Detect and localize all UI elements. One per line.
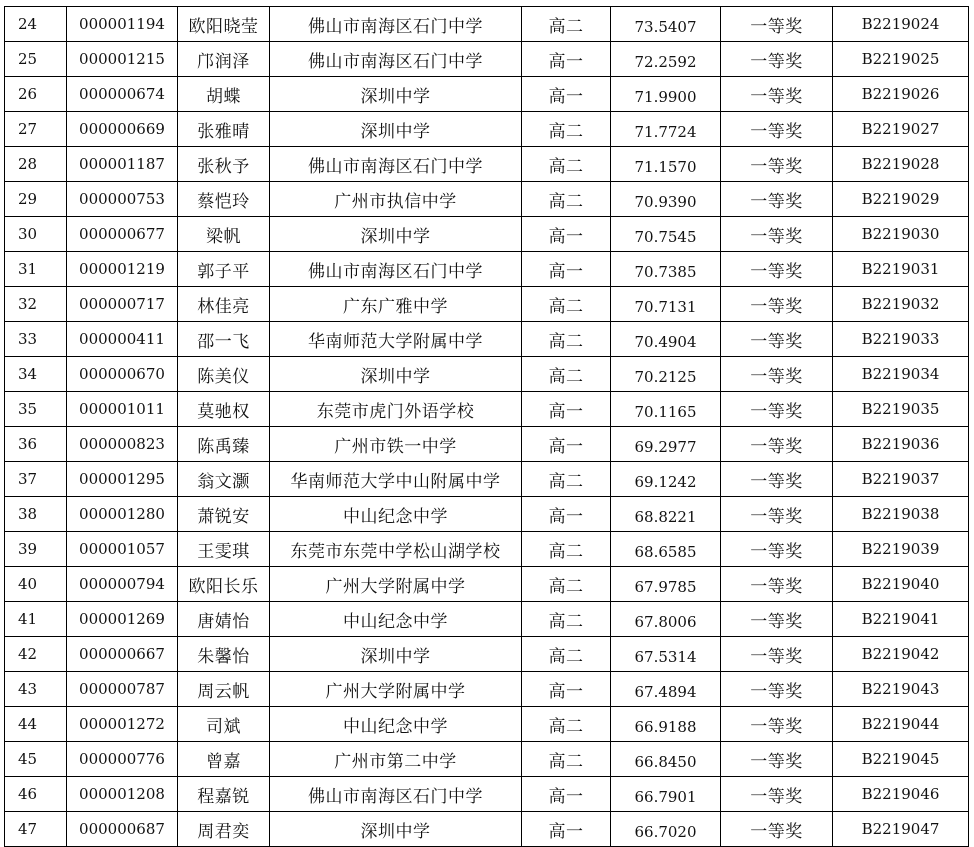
award-cell: 一等奖 bbox=[721, 7, 833, 42]
candidate-id-cell: 000000753 bbox=[67, 182, 178, 217]
candidate-id-cell: 000000687 bbox=[67, 812, 178, 847]
score-cell: 70.1165 bbox=[611, 392, 721, 427]
table-row bbox=[5, 252, 969, 287]
grade-cell: 高二 bbox=[522, 147, 611, 182]
student-name-cell: 曾嘉 bbox=[178, 742, 270, 777]
award-cell: 一等奖 bbox=[721, 462, 833, 497]
score-cell: 67.4894 bbox=[611, 672, 721, 707]
school-cell: 佛山市南海区石门中学 bbox=[270, 252, 522, 287]
candidate-id-cell: 000000667 bbox=[67, 637, 178, 672]
score-cell: 72.2592 bbox=[611, 42, 721, 77]
score-cell: 69.2977 bbox=[611, 427, 721, 462]
award-cell: 一等奖 bbox=[721, 322, 833, 357]
certificate-id-cell: B2219038 bbox=[833, 497, 969, 532]
score-cell: 66.7020 bbox=[611, 812, 721, 847]
certificate-id-cell: B2219032 bbox=[833, 287, 969, 322]
grade-cell: 高二 bbox=[522, 287, 611, 322]
school-cell: 广州市铁一中学 bbox=[270, 427, 522, 462]
candidate-id-cell: 000001219 bbox=[67, 252, 178, 287]
candidate-id-cell: 000000674 bbox=[67, 77, 178, 112]
table-row bbox=[5, 742, 969, 777]
table-row bbox=[5, 427, 969, 462]
table-row bbox=[5, 777, 969, 812]
candidate-id-cell: 000000677 bbox=[67, 217, 178, 252]
score-cell: 73.5407 bbox=[611, 7, 721, 42]
row-index-cell: 34 bbox=[5, 357, 67, 392]
candidate-id-cell: 000000776 bbox=[67, 742, 178, 777]
award-cell: 一等奖 bbox=[721, 672, 833, 707]
certificate-id-cell: B2219026 bbox=[833, 77, 969, 112]
certificate-id-cell: B2219036 bbox=[833, 427, 969, 462]
score-cell: 70.7131 bbox=[611, 287, 721, 322]
student-name-cell: 胡蝶 bbox=[178, 77, 270, 112]
score-cell: 66.8450 bbox=[611, 742, 721, 777]
award-cell: 一等奖 bbox=[721, 532, 833, 567]
table-row bbox=[5, 602, 969, 637]
row-index-cell: 41 bbox=[5, 602, 67, 637]
award-cell: 一等奖 bbox=[721, 777, 833, 812]
candidate-id-cell: 000000794 bbox=[67, 567, 178, 602]
grade-cell: 高一 bbox=[522, 392, 611, 427]
table-row bbox=[5, 77, 969, 112]
certificate-id-cell: B2219027 bbox=[833, 112, 969, 147]
score-cell: 70.7545 bbox=[611, 217, 721, 252]
school-cell: 华南师范大学附属中学 bbox=[270, 322, 522, 357]
award-cell: 一等奖 bbox=[721, 287, 833, 322]
row-index-cell: 46 bbox=[5, 777, 67, 812]
school-cell: 广州市执信中学 bbox=[270, 182, 522, 217]
award-cell: 一等奖 bbox=[721, 567, 833, 602]
certificate-id-cell: B2219042 bbox=[833, 637, 969, 672]
student-name-cell: 司斌 bbox=[178, 707, 270, 742]
candidate-id-cell: 000001011 bbox=[67, 392, 178, 427]
table-row bbox=[5, 7, 969, 42]
award-cell: 一等奖 bbox=[721, 392, 833, 427]
row-index-cell: 27 bbox=[5, 112, 67, 147]
award-cell: 一等奖 bbox=[721, 812, 833, 847]
school-cell: 东莞市虎门外语学校 bbox=[270, 392, 522, 427]
award-cell: 一等奖 bbox=[721, 42, 833, 77]
student-name-cell: 唐婧怡 bbox=[178, 602, 270, 637]
school-cell: 广州大学附属中学 bbox=[270, 672, 522, 707]
row-index-cell: 42 bbox=[5, 637, 67, 672]
award-table-body bbox=[5, 7, 969, 847]
candidate-id-cell: 000000823 bbox=[67, 427, 178, 462]
table-row bbox=[5, 812, 969, 847]
table-row bbox=[5, 322, 969, 357]
grade-cell: 高一 bbox=[522, 672, 611, 707]
score-cell: 70.2125 bbox=[611, 357, 721, 392]
student-name-cell: 欧阳长乐 bbox=[178, 567, 270, 602]
certificate-id-cell: B2219044 bbox=[833, 707, 969, 742]
grade-cell: 高一 bbox=[522, 77, 611, 112]
row-index-cell: 47 bbox=[5, 812, 67, 847]
student-name-cell: 周云帆 bbox=[178, 672, 270, 707]
certificate-id-cell: B2219034 bbox=[833, 357, 969, 392]
table-row bbox=[5, 672, 969, 707]
award-cell: 一等奖 bbox=[721, 707, 833, 742]
award-cell: 一等奖 bbox=[721, 742, 833, 777]
grade-cell: 高一 bbox=[522, 42, 611, 77]
student-name-cell: 邵一飞 bbox=[178, 322, 270, 357]
candidate-id-cell: 000001194 bbox=[67, 7, 178, 42]
table-row bbox=[5, 112, 969, 147]
certificate-id-cell: B2219029 bbox=[833, 182, 969, 217]
row-index-cell: 35 bbox=[5, 392, 67, 427]
candidate-id-cell: 000001208 bbox=[67, 777, 178, 812]
row-index-cell: 24 bbox=[5, 7, 67, 42]
student-name-cell: 张雅晴 bbox=[178, 112, 270, 147]
grade-cell: 高二 bbox=[522, 742, 611, 777]
award-table bbox=[4, 6, 969, 847]
table-row bbox=[5, 182, 969, 217]
candidate-id-cell: 000001215 bbox=[67, 42, 178, 77]
award-cell: 一等奖 bbox=[721, 182, 833, 217]
student-name-cell: 萧锐安 bbox=[178, 497, 270, 532]
candidate-id-cell: 000001272 bbox=[67, 707, 178, 742]
score-cell: 66.9188 bbox=[611, 707, 721, 742]
certificate-id-cell: B2219047 bbox=[833, 812, 969, 847]
certificate-id-cell: B2219030 bbox=[833, 217, 969, 252]
student-name-cell: 王雯琪 bbox=[178, 532, 270, 567]
school-cell: 佛山市南海区石门中学 bbox=[270, 42, 522, 77]
school-cell: 广州市第二中学 bbox=[270, 742, 522, 777]
grade-cell: 高二 bbox=[522, 567, 611, 602]
grade-cell: 高二 bbox=[522, 7, 611, 42]
grade-cell: 高一 bbox=[522, 252, 611, 287]
table-row bbox=[5, 497, 969, 532]
student-name-cell: 朱馨怡 bbox=[178, 637, 270, 672]
certificate-id-cell: B2219028 bbox=[833, 147, 969, 182]
table-row bbox=[5, 462, 969, 497]
certificate-id-cell: B2219046 bbox=[833, 777, 969, 812]
award-cell: 一等奖 bbox=[721, 77, 833, 112]
student-name-cell: 欧阳晓莹 bbox=[178, 7, 270, 42]
grade-cell: 高二 bbox=[522, 182, 611, 217]
grade-cell: 高二 bbox=[522, 112, 611, 147]
certificate-id-cell: B2219031 bbox=[833, 252, 969, 287]
award-cell: 一等奖 bbox=[721, 147, 833, 182]
table-row bbox=[5, 147, 969, 182]
candidate-id-cell: 000000717 bbox=[67, 287, 178, 322]
score-cell: 71.7724 bbox=[611, 112, 721, 147]
row-index-cell: 36 bbox=[5, 427, 67, 462]
grade-cell: 高二 bbox=[522, 707, 611, 742]
row-index-cell: 45 bbox=[5, 742, 67, 777]
certificate-id-cell: B2219045 bbox=[833, 742, 969, 777]
school-cell: 华南师范大学中山附属中学 bbox=[270, 462, 522, 497]
score-cell: 71.1570 bbox=[611, 147, 721, 182]
student-name-cell: 莫驰权 bbox=[178, 392, 270, 427]
certificate-id-cell: B2219037 bbox=[833, 462, 969, 497]
award-cell: 一等奖 bbox=[721, 497, 833, 532]
score-cell: 68.6585 bbox=[611, 532, 721, 567]
school-cell: 深圳中学 bbox=[270, 637, 522, 672]
score-cell: 69.1242 bbox=[611, 462, 721, 497]
score-cell: 70.4904 bbox=[611, 322, 721, 357]
row-index-cell: 39 bbox=[5, 532, 67, 567]
table-row bbox=[5, 567, 969, 602]
table-row bbox=[5, 42, 969, 77]
student-name-cell: 蔡恺玲 bbox=[178, 182, 270, 217]
candidate-id-cell: 000000669 bbox=[67, 112, 178, 147]
school-cell: 中山纪念中学 bbox=[270, 602, 522, 637]
certificate-id-cell: B2219041 bbox=[833, 602, 969, 637]
row-index-cell: 31 bbox=[5, 252, 67, 287]
student-name-cell: 周君奕 bbox=[178, 812, 270, 847]
student-name-cell: 张秋予 bbox=[178, 147, 270, 182]
grade-cell: 高一 bbox=[522, 812, 611, 847]
certificate-id-cell: B2219033 bbox=[833, 322, 969, 357]
student-name-cell: 邝润泽 bbox=[178, 42, 270, 77]
grade-cell: 高一 bbox=[522, 497, 611, 532]
row-index-cell: 25 bbox=[5, 42, 67, 77]
table-row bbox=[5, 217, 969, 252]
row-index-cell: 37 bbox=[5, 462, 67, 497]
grade-cell: 高二 bbox=[522, 322, 611, 357]
school-cell: 深圳中学 bbox=[270, 217, 522, 252]
candidate-id-cell: 000000411 bbox=[67, 322, 178, 357]
school-cell: 深圳中学 bbox=[270, 77, 522, 112]
row-index-cell: 32 bbox=[5, 287, 67, 322]
student-name-cell: 陈禹臻 bbox=[178, 427, 270, 462]
score-cell: 70.9390 bbox=[611, 182, 721, 217]
row-index-cell: 30 bbox=[5, 217, 67, 252]
award-cell: 一等奖 bbox=[721, 217, 833, 252]
score-cell: 67.9785 bbox=[611, 567, 721, 602]
award-list-sheet bbox=[4, 6, 968, 847]
row-index-cell: 43 bbox=[5, 672, 67, 707]
certificate-id-cell: B2219024 bbox=[833, 7, 969, 42]
table-row bbox=[5, 637, 969, 672]
grade-cell: 高一 bbox=[522, 427, 611, 462]
row-index-cell: 40 bbox=[5, 567, 67, 602]
score-cell: 67.5314 bbox=[611, 637, 721, 672]
candidate-id-cell: 000001057 bbox=[67, 532, 178, 567]
school-cell: 东莞市东莞中学松山湖学校 bbox=[270, 532, 522, 567]
candidate-id-cell: 000000787 bbox=[67, 672, 178, 707]
certificate-id-cell: B2219025 bbox=[833, 42, 969, 77]
school-cell: 佛山市南海区石门中学 bbox=[270, 147, 522, 182]
school-cell: 佛山市南海区石门中学 bbox=[270, 777, 522, 812]
award-cell: 一等奖 bbox=[721, 427, 833, 462]
table-row bbox=[5, 392, 969, 427]
grade-cell: 高一 bbox=[522, 777, 611, 812]
award-cell: 一等奖 bbox=[721, 357, 833, 392]
grade-cell: 高二 bbox=[522, 462, 611, 497]
award-cell: 一等奖 bbox=[721, 112, 833, 147]
award-cell: 一等奖 bbox=[721, 252, 833, 287]
grade-cell: 高二 bbox=[522, 532, 611, 567]
row-index-cell: 26 bbox=[5, 77, 67, 112]
grade-cell: 高一 bbox=[522, 217, 611, 252]
certificate-id-cell: B2219035 bbox=[833, 392, 969, 427]
candidate-id-cell: 000001280 bbox=[67, 497, 178, 532]
candidate-id-cell: 000001269 bbox=[67, 602, 178, 637]
score-cell: 71.9900 bbox=[611, 77, 721, 112]
grade-cell: 高二 bbox=[522, 357, 611, 392]
student-name-cell: 梁帆 bbox=[178, 217, 270, 252]
table-row bbox=[5, 532, 969, 567]
row-index-cell: 33 bbox=[5, 322, 67, 357]
row-index-cell: 28 bbox=[5, 147, 67, 182]
score-cell: 67.8006 bbox=[611, 602, 721, 637]
row-index-cell: 44 bbox=[5, 707, 67, 742]
student-name-cell: 翁文灏 bbox=[178, 462, 270, 497]
certificate-id-cell: B2219039 bbox=[833, 532, 969, 567]
candidate-id-cell: 000001187 bbox=[67, 147, 178, 182]
student-name-cell: 林佳亮 bbox=[178, 287, 270, 322]
school-cell: 深圳中学 bbox=[270, 357, 522, 392]
student-name-cell: 程嘉锐 bbox=[178, 777, 270, 812]
school-cell: 佛山市南海区石门中学 bbox=[270, 7, 522, 42]
certificate-id-cell: B2219043 bbox=[833, 672, 969, 707]
candidate-id-cell: 000001295 bbox=[67, 462, 178, 497]
student-name-cell: 陈美仪 bbox=[178, 357, 270, 392]
award-cell: 一等奖 bbox=[721, 602, 833, 637]
certificate-id-cell: B2219040 bbox=[833, 567, 969, 602]
grade-cell: 高二 bbox=[522, 602, 611, 637]
school-cell: 深圳中学 bbox=[270, 812, 522, 847]
score-cell: 66.7901 bbox=[611, 777, 721, 812]
grade-cell: 高二 bbox=[522, 637, 611, 672]
school-cell: 广东广雅中学 bbox=[270, 287, 522, 322]
next-row-edge bbox=[4, 733, 969, 737]
row-index-cell: 38 bbox=[5, 497, 67, 532]
student-name-cell: 郭子平 bbox=[178, 252, 270, 287]
school-cell: 深圳中学 bbox=[270, 112, 522, 147]
row-index-cell: 29 bbox=[5, 182, 67, 217]
score-cell: 68.8221 bbox=[611, 497, 721, 532]
school-cell: 广州大学附属中学 bbox=[270, 567, 522, 602]
table-row bbox=[5, 287, 969, 322]
candidate-id-cell: 000000670 bbox=[67, 357, 178, 392]
school-cell: 中山纪念中学 bbox=[270, 497, 522, 532]
award-cell: 一等奖 bbox=[721, 637, 833, 672]
table-row bbox=[5, 357, 969, 392]
score-cell: 70.7385 bbox=[611, 252, 721, 287]
school-cell: 中山纪念中学 bbox=[270, 707, 522, 742]
